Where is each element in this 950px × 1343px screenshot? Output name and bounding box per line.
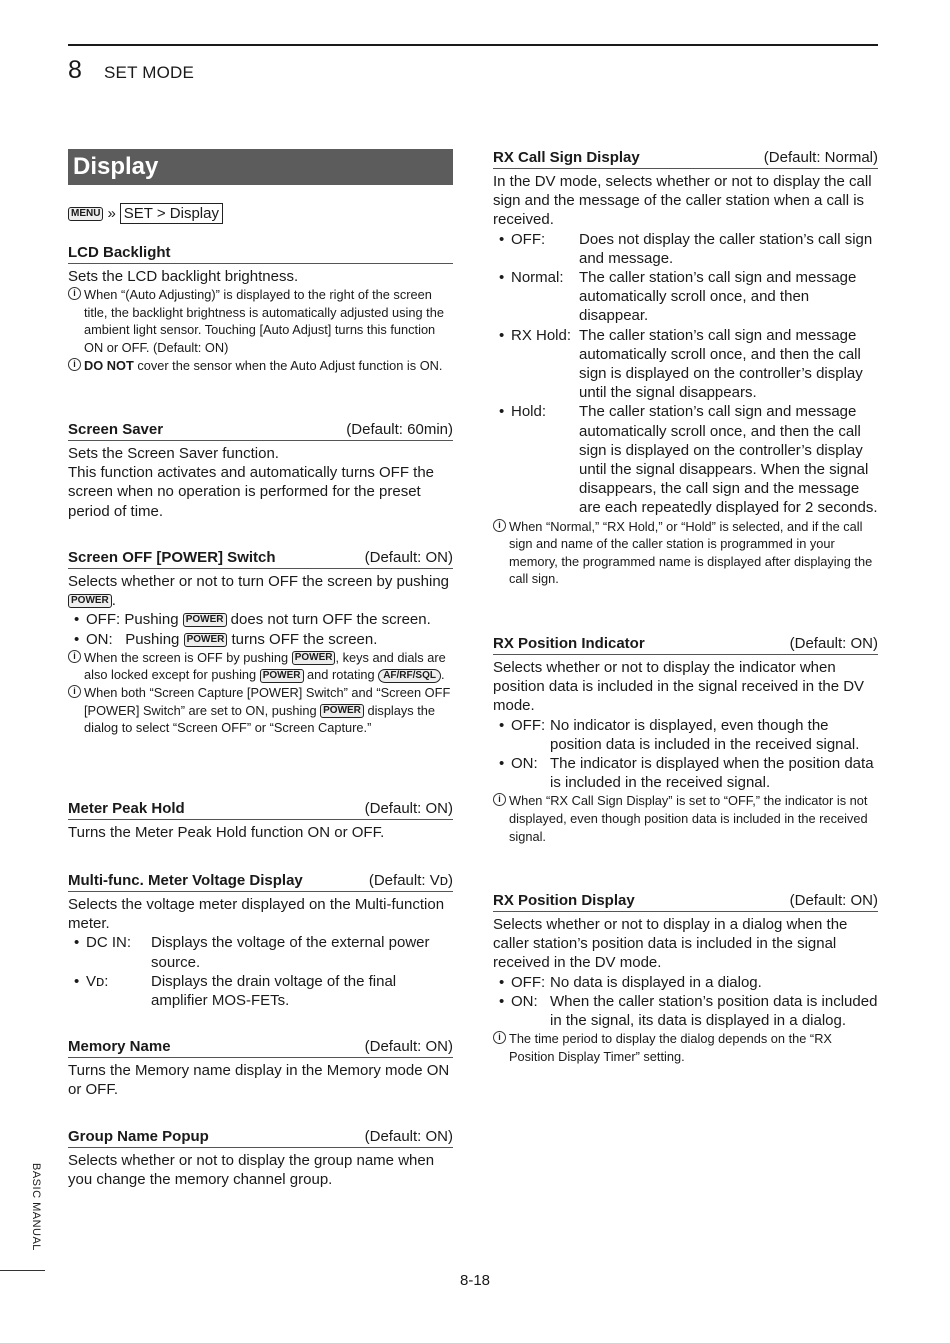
item-desc: Selects whether or not to turn OFF the screen by pushing POWER . bbox=[68, 573, 450, 610]
lcd-backlight-section bbox=[68, 243, 453, 374]
note bbox=[493, 792, 878, 845]
note-text: When “RX Call Sign Display” is set to “OFF,” the indicator is not displayed, even though position data is included in the received signal. bbox=[509, 793, 868, 844]
note bbox=[493, 518, 878, 588]
item-header bbox=[68, 799, 453, 820]
list-item: • OFF: Does not display the caller station’s call sign and message. bbox=[499, 230, 873, 267]
list-item: • Normal: The caller station’s call sign and message automatically scroll once, and then disappear. bbox=[499, 269, 857, 325]
item-default: (Default: ON) bbox=[364, 800, 453, 817]
item-title: Screen Saver bbox=[68, 421, 164, 438]
item-header bbox=[68, 243, 453, 264]
item-title: RX Call Sign Display bbox=[493, 149, 640, 166]
menu-key-icon: MENU bbox=[68, 207, 103, 221]
list-item: • RX Hold: The caller station’s call sign and message automatically scroll once, and then the call sign is displayed on the controller’s display until the signal disappears. bbox=[499, 326, 863, 402]
item-title: LCD Backlight bbox=[68, 244, 171, 261]
item-header bbox=[68, 1127, 453, 1148]
group-name-section bbox=[68, 1127, 453, 1189]
item-desc: Selects whether or not to display the indicator when position data is included in the signal received in the DV mode. bbox=[493, 659, 865, 715]
item-header bbox=[68, 420, 453, 441]
item-desc: Turns the Memory name display in the Memory mode ON or OFF. bbox=[68, 1062, 450, 1099]
item-title: Meter Peak Hold bbox=[68, 800, 185, 817]
info-icon: i bbox=[68, 287, 81, 300]
item-default: (Default: ON) bbox=[364, 1038, 453, 1055]
memory-name-section bbox=[68, 1037, 453, 1099]
rx-position-indicator-section bbox=[493, 634, 878, 845]
sidebar-rule bbox=[0, 1270, 45, 1271]
item-desc: Turns the Meter Peak Hold function ON or OFF. bbox=[68, 824, 385, 841]
path-arrow: » bbox=[107, 205, 116, 222]
item-desc: Selects whether or not to display in a dialog when the caller station’s position data is included in the signal received in the DV mode. bbox=[493, 916, 848, 972]
item-default: (Default: 60min) bbox=[346, 421, 453, 438]
item-default: (Default: ON) bbox=[364, 1128, 453, 1145]
power-key-icon: POWER bbox=[184, 633, 228, 647]
info-icon: i bbox=[68, 358, 81, 371]
item-desc: This function activates and automatically turns OFF the screen when no operation is performed for the preset period of time. bbox=[68, 464, 434, 520]
note-bold: DO NOT bbox=[84, 357, 134, 373]
note: i When both “Screen Capture [POWER] Switch” and “Screen OFF [POWER] Switch” are set to ON, pushing POWER displays the dialog to select “Screen OFF” or “Screen Capture.” bbox=[68, 684, 453, 737]
item-header bbox=[493, 148, 878, 169]
meter-peak-hold-section bbox=[68, 799, 453, 842]
menu-path bbox=[68, 203, 223, 224]
note-text: The time period to display the dialog depends on the “RX Position Display Timer” setting. bbox=[509, 1031, 832, 1064]
info-icon: i bbox=[493, 519, 506, 532]
af-rf-sql-knob-icon: AF/RF/SQL bbox=[378, 669, 441, 683]
sidebar-label: BASIC MANUAL bbox=[30, 1163, 42, 1251]
list-item: • Hold: The caller station’s call sign and message automatically scroll once, and then the call sign is displayed on the controller’s display until the signal disappears. When the signal disappears, the call sign and the message are each repeatedly displayed for 2 seconds. bbox=[499, 403, 878, 517]
list-item: • OFF: No indicator is displayed, even though the position data is included in the received signal. bbox=[499, 716, 860, 753]
note-text: When “Normal,” “RX Hold,” or “Hold” is selected, and if the call sign and name of the caller station is programmed in your memory, the programmed name is displayed after displaying the call sign. bbox=[509, 518, 873, 587]
header-rule bbox=[68, 44, 878, 46]
item-default: (Default: ON) bbox=[789, 635, 878, 652]
meter-voltage-section bbox=[68, 871, 453, 1010]
path-box: SET > Display bbox=[120, 203, 223, 224]
item-desc: In the DV mode, selects whether or not to display the call sign and the message of the caller station when a call is received. bbox=[493, 173, 872, 229]
power-key-icon: POWER bbox=[320, 704, 364, 718]
chapter-title: SET MODE bbox=[104, 63, 195, 82]
note: i When the screen is OFF by pushing POWER , keys and dials are also locked except for pushing POWER and rotating AF/RF/SQL . bbox=[68, 649, 453, 684]
info-icon: i bbox=[493, 1031, 506, 1044]
screen-saver-section bbox=[68, 420, 453, 521]
info-icon: i bbox=[493, 793, 506, 806]
list-item: • ON: When the caller station’s position data is included in the signal, its data is displayed in a dialog. bbox=[499, 992, 878, 1030]
info-icon: i bbox=[68, 685, 81, 698]
item-header bbox=[68, 871, 453, 892]
list-item: • Vᴅ: Displays the drain voltage of the final amplifier MOS-FETs. bbox=[74, 972, 397, 1010]
item-default: (Default: ON) bbox=[364, 549, 453, 566]
power-key-icon: POWER bbox=[292, 651, 336, 665]
power-key-icon: POWER bbox=[183, 613, 227, 627]
item-header bbox=[68, 1037, 453, 1058]
item-header bbox=[68, 548, 453, 569]
item-default: (Default: ON) bbox=[789, 892, 878, 909]
item-default: (Default: Normal) bbox=[763, 149, 878, 166]
section-title: Display bbox=[68, 149, 453, 185]
note-text: cover the sensor when the Auto Adjust function is ON. bbox=[133, 357, 443, 373]
rx-call-sign-section bbox=[493, 148, 878, 588]
list-item: • OFF: Pushing POWER does not turn OFF the screen. bbox=[74, 611, 431, 629]
screen-off-section bbox=[68, 548, 453, 737]
item-header bbox=[493, 634, 878, 655]
list-item: • DC IN: Displays the voltage of the external power source. bbox=[74, 934, 430, 971]
list-item: • ON: Pushing POWER turns OFF the screen. bbox=[74, 630, 378, 648]
item-title: RX Position Display bbox=[493, 892, 635, 909]
item-header bbox=[493, 891, 878, 912]
power-key-icon: POWER bbox=[260, 669, 304, 683]
list-item: • ON: The indicator is displayed when the position data is included in the received signal. bbox=[499, 755, 874, 792]
item-title: Memory Name bbox=[68, 1038, 171, 1055]
note bbox=[493, 1030, 878, 1065]
info-icon: i bbox=[68, 650, 81, 663]
item-desc: Selects the voltage meter displayed on the Multi-function meter. bbox=[68, 896, 445, 933]
item-title: Screen OFF [POWER] Switch bbox=[68, 549, 276, 566]
rx-position-display-section bbox=[493, 891, 878, 1065]
item-title: Multi-func. Meter Voltage Display bbox=[68, 872, 303, 889]
power-key-icon: POWER bbox=[68, 594, 112, 608]
item-title: RX Position Indicator bbox=[493, 635, 645, 652]
item-desc: Sets the LCD backlight brightness. bbox=[68, 268, 299, 285]
page-number: 8-18 bbox=[459, 1272, 491, 1289]
note bbox=[68, 357, 453, 375]
item-desc: Sets the Screen Saver function. bbox=[68, 445, 279, 462]
note-text: When “(Auto Adjusting)” is displayed to the right of the screen title, the backlight brightness is automatically adjusted using the ambient light sensor. Touching [Auto Adjust] turns this function ON or OFF. (Default: ON) bbox=[84, 287, 444, 355]
item-default: (Default: Vᴅ) bbox=[368, 872, 453, 889]
chapter-number: 8 bbox=[68, 56, 82, 84]
item-title: Group Name Popup bbox=[68, 1128, 209, 1145]
item-desc: Selects whether or not to display the group name when you change the memory channel group. bbox=[68, 1152, 435, 1189]
note bbox=[68, 286, 453, 356]
list-item: • OFF: No data is displayed in a dialog. bbox=[499, 973, 762, 991]
